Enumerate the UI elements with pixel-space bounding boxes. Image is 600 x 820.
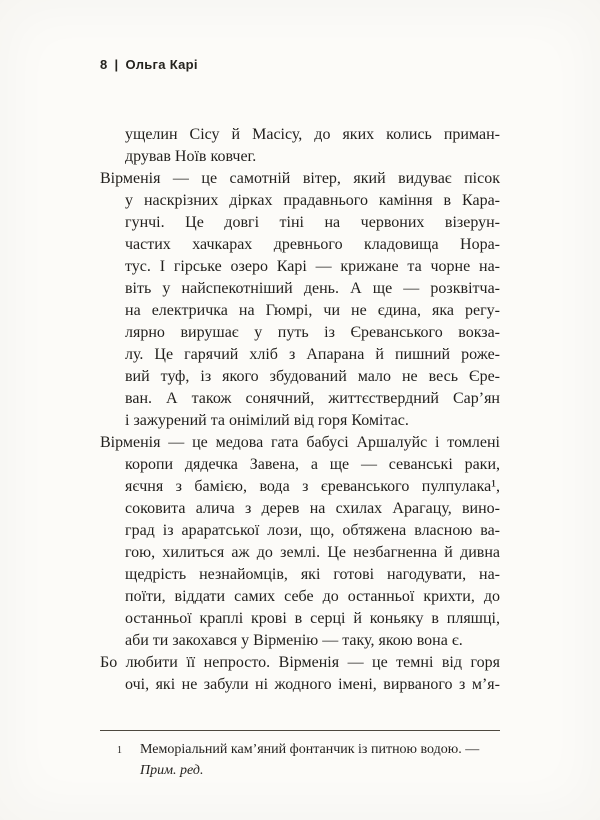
text-line: гою, хилиться аж до землі. Це незбагненна й дивна [125, 544, 500, 561]
body-text [100, 124, 500, 696]
text-line: лу. Це гарячий хліб з Апарана й пишний роже- [125, 346, 500, 363]
page-number: 8 [100, 57, 108, 72]
text-line: і зажурений та онімілий від горя Комітас. [125, 412, 409, 429]
text-line: соковита алича з дерев на схилах Арагацу, вино- [125, 500, 500, 517]
text-line: Вірменія — це самотній вітер, який видуває пісок [100, 170, 500, 187]
text-line: град із араратської лози, що, обтяжена власною ва- [125, 522, 500, 539]
text-line: щедрість незнайомців, які готові нагодувати, на- [125, 566, 500, 583]
footnote-text: Меморіальний кам’яний фонтанчик із питною водою. — [140, 742, 480, 757]
text-line: коропи дядечка Завена, а ще — севанські раки, [125, 456, 500, 473]
paragraph [100, 124, 500, 168]
text-line: Бо любити її непросто. Вірменія — це темні від горя [100, 654, 500, 671]
text-line: аби ти закохався у Вірменію — таку, якою вона є. [125, 632, 463, 649]
text-line: ван. А також сонячний, життєствердний Сар’ян [125, 390, 500, 407]
text-line: на електричка на Гюмрі, чи не єдина, яка регу- [125, 302, 500, 319]
text-line: гунчі. Це довгі тіні на червоних візерун- [125, 214, 500, 231]
text-line: вий туф, із якого збудований мало не весь Єре- [125, 368, 500, 385]
text-line: лярно вирушає у путь із Єреванського вокза- [125, 324, 500, 341]
text-line: у наскрізних дірках прадавнього каміння в Кара- [125, 192, 500, 209]
paragraph [100, 432, 500, 652]
page-header [100, 57, 198, 72]
header-separator: | [114, 57, 119, 72]
footnote-area [100, 730, 500, 781]
text-line: тус. І гірське озеро Карі — крижане та чорне на- [125, 258, 500, 275]
paragraph [100, 652, 500, 696]
author-name: Ольга Карі [125, 57, 198, 72]
text-line: очі, які не забули ні жодного імені, вирваного з м’я- [125, 676, 500, 693]
text-line: Вірменія — це медова гата бабусі Аршалуйс і томлені [100, 434, 500, 451]
text-line: віть у найспекотніший день. А ще — розквітча- [125, 280, 500, 297]
text-line: останньої краплі крові в серці й коньяку в пляшці, [125, 610, 500, 627]
footnote-editor-note: Прим. ред. [140, 763, 204, 778]
footnote-entry [100, 739, 500, 781]
footnote-rule [100, 730, 500, 731]
paragraph [100, 168, 500, 432]
text-line: ущелин Сісу й Масісу, до яких колись приман- [125, 126, 500, 143]
text-line: яєчня з бамією, вода з єреванського пулпулака¹, [125, 478, 500, 495]
text-line: дрував Ноїв ковчег. [125, 148, 257, 165]
text-line: частих хачкарах древнього кладовища Нора- [125, 236, 500, 253]
footnote-marker: 1 [117, 745, 122, 756]
text-line: поїти, віддати самих себе до останньої крихти, до [125, 588, 500, 605]
